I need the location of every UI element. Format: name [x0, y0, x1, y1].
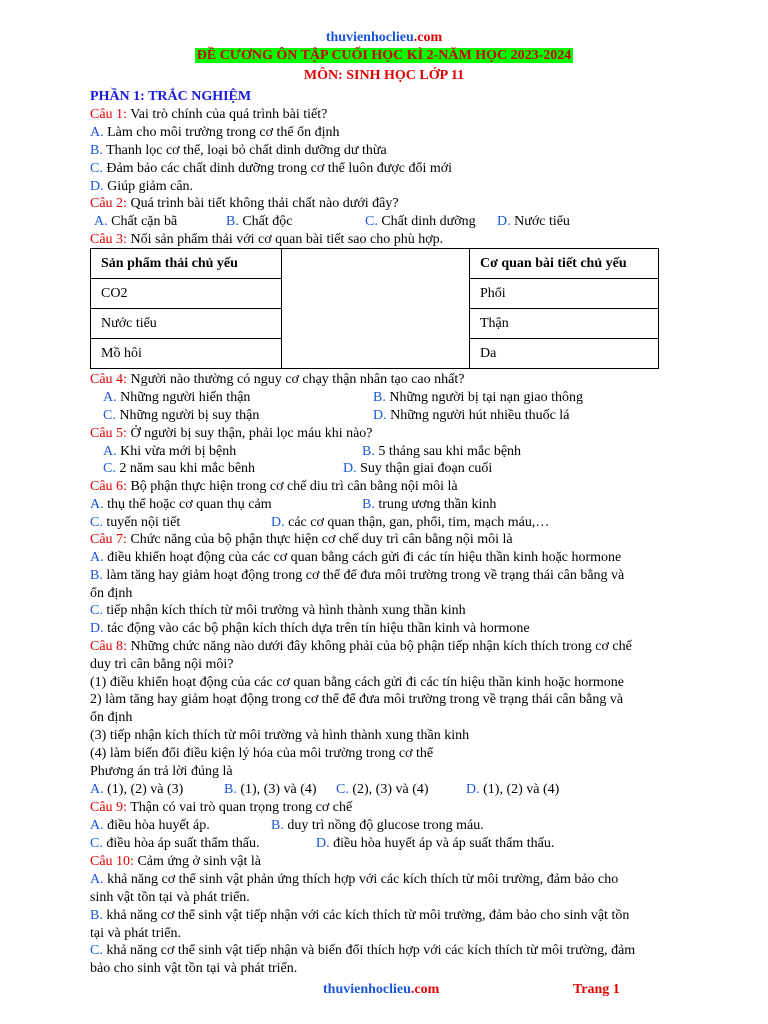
- q8-statement-1: (1) điều khiển hoạt động của các cơ quan bằng cách gửi đi các tín hiệu thần kinh hoặc hormone: [90, 675, 624, 690]
- table-cell-organ: Da: [470, 339, 659, 369]
- q10-option-c-cont: bảo cho sinh vật tồn tại và phát triển.: [90, 961, 298, 976]
- q1-option-a: A. Làm cho môi trường trong cơ thể ổn định: [90, 125, 340, 140]
- question-9: Câu 9: Thận có vai trò quan trọng trong cơ chế: [90, 800, 353, 815]
- footer-site-link[interactable]: [323, 982, 439, 998]
- q6-option-c: C. tuyến nội tiết: [90, 515, 181, 530]
- question-4: Câu 4: Người nào thường có nguy cơ chạy thận nhân tạo cao nhất?: [90, 372, 465, 387]
- table-header-organ: Cơ quan bài tiết chủ yếu: [470, 249, 659, 279]
- q8-statement-2: 2) làm tăng hay giảm hoạt động trong cơ thể để đưa môi trường trong về trạng thái cân bằng và: [90, 692, 624, 707]
- question-1: Câu 1: Vai trò chính của quá trình bài tiết?: [90, 107, 328, 122]
- q8-statement-4: (4) làm biến đổi điều kiện lý hóa của môi trường trong cơ thể: [90, 746, 434, 761]
- q5-option-a: A. Khi vừa mới bị bệnh: [103, 444, 237, 459]
- q8-option-c: C. (2), (3) và (4): [336, 782, 429, 797]
- site-domain: .com: [413, 30, 443, 45]
- q9-option-d: D. điều hòa huyết áp và áp suất thẩm thấu.: [316, 836, 555, 851]
- q1-option-b: B. Thanh lọc cơ thể, loại bỏ chất dinh dưỡng dư thừa: [90, 143, 387, 158]
- q9-option-b: B. duy trì nồng độ glucose trong máu.: [271, 818, 484, 833]
- question-5: Câu 5: Ở người bị suy thận, phải lọc máu khi nào?: [90, 426, 373, 441]
- question-8: Câu 8: Những chức năng nào dưới đây không phải của bộ phận tiếp nhận kích thích trong cơ chế: [90, 639, 632, 654]
- site-name: thuvienhoclieu: [325, 30, 414, 45]
- q4-option-c: C. Những người bị suy thận: [103, 408, 260, 423]
- q5-option-c: C. 2 năm sau khi mắc bênh: [103, 461, 256, 476]
- footer-site-name: thuvienhoclieu: [323, 982, 411, 997]
- table-header-waste: Sản phẩm thải chủ yếu: [91, 249, 282, 279]
- q8-prompt: Phương án trả lời đúng là: [90, 764, 233, 779]
- q2-option-c: C. Chất dinh dưỡng: [365, 214, 476, 229]
- question-8-cont: duy trì cân bằng nội môi?: [90, 657, 234, 672]
- q7-option-b: B. làm tăng hay giảm hoạt động trong cơ thể để đưa môi trường trong về trạng thái cân bằng và: [90, 568, 625, 583]
- q7-option-b-cont: ổn định: [90, 586, 133, 601]
- question-6: Câu 6: Bộ phận thực hiện trong cơ chế diu trì cân bằng nội môi là: [90, 479, 458, 494]
- table-cell-organ: Thận: [470, 309, 659, 339]
- question-10: Câu 10: Cảm ứng ở sinh vật là: [90, 854, 261, 869]
- q6-option-a: A. thụ thể hoặc cơ quan thụ cảm: [90, 497, 272, 512]
- site-header[interactable]: [0, 29, 768, 47]
- question-2: Câu 2: Quá trình bài tiết không thải chất nào dưới đây?: [90, 196, 399, 211]
- q6-option-b: B. trung ương thần kinh: [362, 497, 497, 512]
- subject-title: MÔN: SINH HỌC LỚP 11: [303, 68, 465, 83]
- table-cell-waste: CO2: [91, 279, 282, 309]
- document-title: ĐỀ CƯƠNG ÔN TẬP CUỐI HỌC KÌ 2-NĂM HỌC 2023-2024: [196, 48, 572, 63]
- q7-option-c: C. tiếp nhận kích thích từ môi trường và hình thành xung thần kinh: [90, 603, 466, 618]
- q8-option-a: A. (1), (2) và (3): [90, 782, 184, 797]
- q7-option-d: D. tác động vào các bộ phận kích thích dựa trên tín hiệu thần kinh và hormone: [90, 621, 530, 636]
- question-7: Câu 7: Chức năng của bộ phận thực hiện cơ chế duy trì cân bằng nội môi là: [90, 532, 513, 547]
- q8-statement-2-cont: ổn định: [90, 710, 133, 725]
- q10-option-a: A. khả năng cơ thể sinh vật phản ứng thích hợp với các kích thích từ môi trường, đảm bảo cho: [90, 872, 619, 887]
- footer-site-domain: .com: [410, 982, 440, 997]
- q9-option-c: C. điều hòa áp suất thẩm thấu.: [90, 836, 260, 851]
- q4-option-b: B. Những người bị tại nạn giao thông: [373, 390, 584, 405]
- q1-option-c: C. Đảm bảo các chất dinh dưỡng trong cơ thể luôn được đổi mới: [90, 161, 453, 176]
- q9-option-a: A. điều hòa huyết áp.: [90, 818, 210, 833]
- table-cell-waste: Mồ hôi: [91, 339, 282, 369]
- q4-option-a: A. Những người hiến thận: [103, 390, 251, 405]
- q10-option-b-cont: tại và phát triển.: [90, 926, 181, 941]
- q8-option-d: D. (1), (2) và (4): [466, 782, 560, 797]
- q10-option-b: B. khả năng cơ thể sinh vật tiếp nhận với các kích thích từ môi trường, đảm bảo cho sinh vật tồn: [90, 908, 630, 923]
- q10-option-a-cont: sinh vật tồn tại và phát triển.: [90, 890, 250, 905]
- q8-option-b: B. (1), (3) và (4): [224, 782, 317, 797]
- q2-option-d: D. Nước tiểu: [497, 214, 570, 229]
- matching-table: [90, 248, 659, 369]
- q4-option-d: D. Những người hút nhiều thuốc lá: [373, 408, 570, 423]
- table-cell-organ: Phổi: [470, 279, 659, 309]
- q5-option-d: D. Suy thận giai đoạn cuối: [343, 461, 493, 476]
- q6-option-d: D. các cơ quan thận, gan, phổi, tim, mạch máu,…: [271, 515, 550, 530]
- q10-option-c: C. khả năng cơ thể sinh vật tiếp nhận và biến đổi thích hợp với các kích thích từ môi trường, đảm: [90, 943, 636, 958]
- q1-option-d: D. Giúp giảm cân.: [90, 179, 194, 194]
- section-title: PHẦN 1: TRẮC NGHIỆM: [90, 89, 252, 104]
- q2-option-b: B. Chất độc: [226, 214, 293, 229]
- question-3: Câu 3: Nối sản phẩm thải với cơ quan bài tiết sao cho phù hợp.: [90, 232, 444, 247]
- q8-statement-3: (3) tiếp nhận kích thích từ môi trường và hình thành xung thần kinh: [90, 728, 470, 743]
- table-cell-waste: Nước tiểu: [91, 309, 282, 339]
- q7-option-a: A. điều khiển hoạt động của các cơ quan bằng cách gửi đi các tín hiệu thần kinh hoặc hormone: [90, 550, 622, 565]
- page-number: Trang 1: [573, 982, 620, 997]
- table-blank-column: [282, 249, 470, 369]
- q2-option-a: A. Chất cặn bã: [94, 214, 178, 229]
- q5-option-b: B. 5 tháng sau khi mắc bệnh: [362, 444, 522, 459]
- title-row: [0, 47, 768, 65]
